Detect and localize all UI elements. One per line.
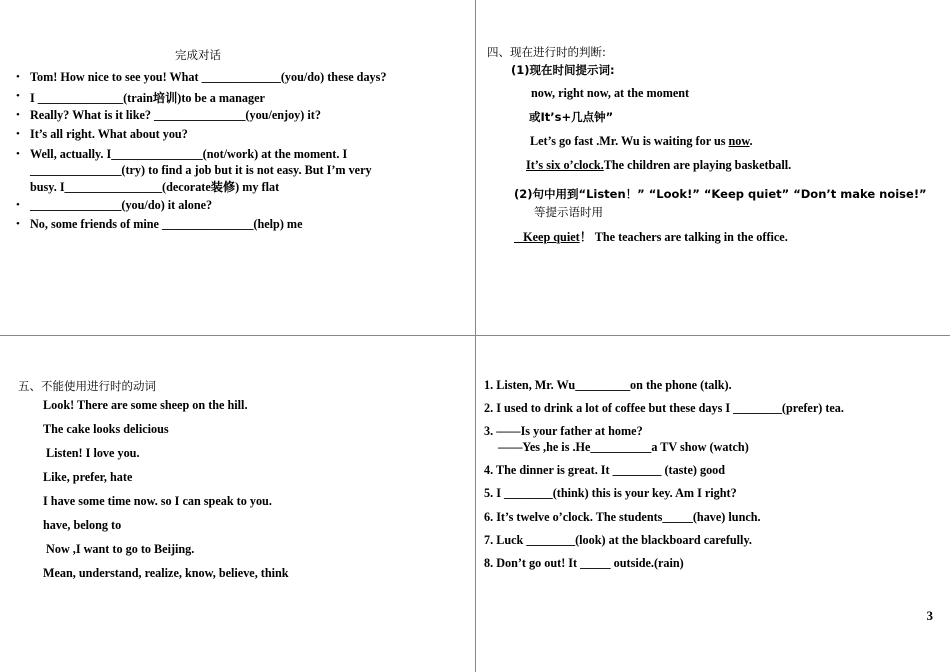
panel-present-continuous-rules <box>476 0 950 336</box>
example-3-keep-quiet: Keep quiet <box>514 230 580 244</box>
sub-heading-2-cont: 等提示语时用 <box>534 205 603 219</box>
its-time-words: 或It’s+几点钟” <box>529 110 614 124</box>
example-3-text: ！ The teachers are talking in the office. <box>579 230 788 244</box>
exercise-7: 7. Luck ________(look) at the blackboard carefully. <box>484 533 752 547</box>
bullet: • <box>16 90 20 102</box>
dialogue-line-7: busy. I________________(decorate装修) my flat <box>30 180 280 194</box>
dialogue-line-1: Tom! How nice to see you! What _____________(you/do) these days? <box>30 70 387 84</box>
stative-line-5: I have some time now. so I can speak to you. <box>43 494 272 508</box>
dialogue-line-6: _______________(try) to find a job but it is not easy. But I’m very <box>30 163 372 177</box>
page-number: 3 <box>926 608 933 623</box>
example-2-text: The children are playing basketball. <box>603 158 792 172</box>
stative-line-7: Now ,I want to go to Beijing. <box>43 542 195 556</box>
exercise-8: 8. Don’t go out! It _____ outside.(rain) <box>484 556 684 570</box>
example-3 <box>514 228 788 245</box>
bullet: • <box>16 71 20 83</box>
stative-line-2: The cake looks delicious <box>43 422 169 436</box>
example-1-end: . <box>749 134 753 148</box>
stative-line-6: have, belong to <box>43 518 122 532</box>
dialogue-line-9: No, some friends of mine _______________(help) me <box>30 217 303 231</box>
bullet: • <box>16 218 20 230</box>
exercise-3-question: 3. ——Is your father at home? <box>484 424 643 438</box>
dialogue-line-8: _______________(you/do) it alone? <box>30 198 213 212</box>
panel-exercises <box>476 336 950 672</box>
section-five-heading: 五、不能使用进行时的动词 <box>18 379 156 393</box>
time-words: now, right now, at the moment <box>531 86 690 100</box>
exercise-4: 4. The dinner is great. It ________ (taste) good <box>484 463 726 477</box>
exercise-5: 5. I ________(think) this is your key. Am I right? <box>484 486 737 500</box>
dialogue-title: 完成对话 <box>175 48 221 62</box>
exercise-6: 6. It’s twelve o’clock. The students_____(have) lunch. <box>484 510 761 524</box>
dialogue-line-2: I ______________(train培训)to be a manager <box>30 91 265 105</box>
example-1 <box>530 134 753 149</box>
dialogue-line-3: Really? What is it like? _______________(you/enjoy) it? <box>30 108 321 122</box>
example-1-now: now <box>728 134 750 148</box>
example-2-time: It’s six o’clock. <box>526 158 604 172</box>
exercise-1: 1. Listen, Mr. Wu_________on the phone (talk). <box>484 378 732 392</box>
sub-heading-2: (2)句中用到“Listen！” “Look!” “Keep quiet” “Don’t make noise!” <box>514 187 927 201</box>
stative-line-1: Look! There are some sheep on the hill. <box>43 398 248 412</box>
stative-line-4: Like, prefer, hate <box>43 470 133 484</box>
section-four-heading: 四、现在进行时的判断: <box>487 45 606 59</box>
bullet: • <box>16 199 20 211</box>
exercise-2: 2. I used to drink a lot of coffee but these days I ________(prefer) tea. <box>484 401 844 415</box>
panel-stative-verbs <box>0 336 476 672</box>
stative-line-8: Mean, understand, realize, know, believe, think <box>43 566 289 580</box>
exercise-3-answer: ——Yes ,he is .He__________a TV show (watch) <box>498 440 749 454</box>
dialogue-line-5: Well, actually. I_______________(not/work) at the moment. I <box>30 147 348 161</box>
example-1-text: Let’s go fast .Mr. Wu is waiting for us <box>530 134 729 148</box>
example-2 <box>526 158 791 173</box>
dialogue-line-4: It’s all right. What about you? <box>30 127 188 141</box>
panel-dialogue <box>0 0 476 336</box>
sub-heading-1: (1)现在时间提示词: <box>511 63 615 77</box>
stative-line-3: Listen! I love you. <box>43 446 140 460</box>
bullet: • <box>16 148 20 160</box>
bullet: • <box>16 109 20 121</box>
bullet: • <box>16 128 20 140</box>
